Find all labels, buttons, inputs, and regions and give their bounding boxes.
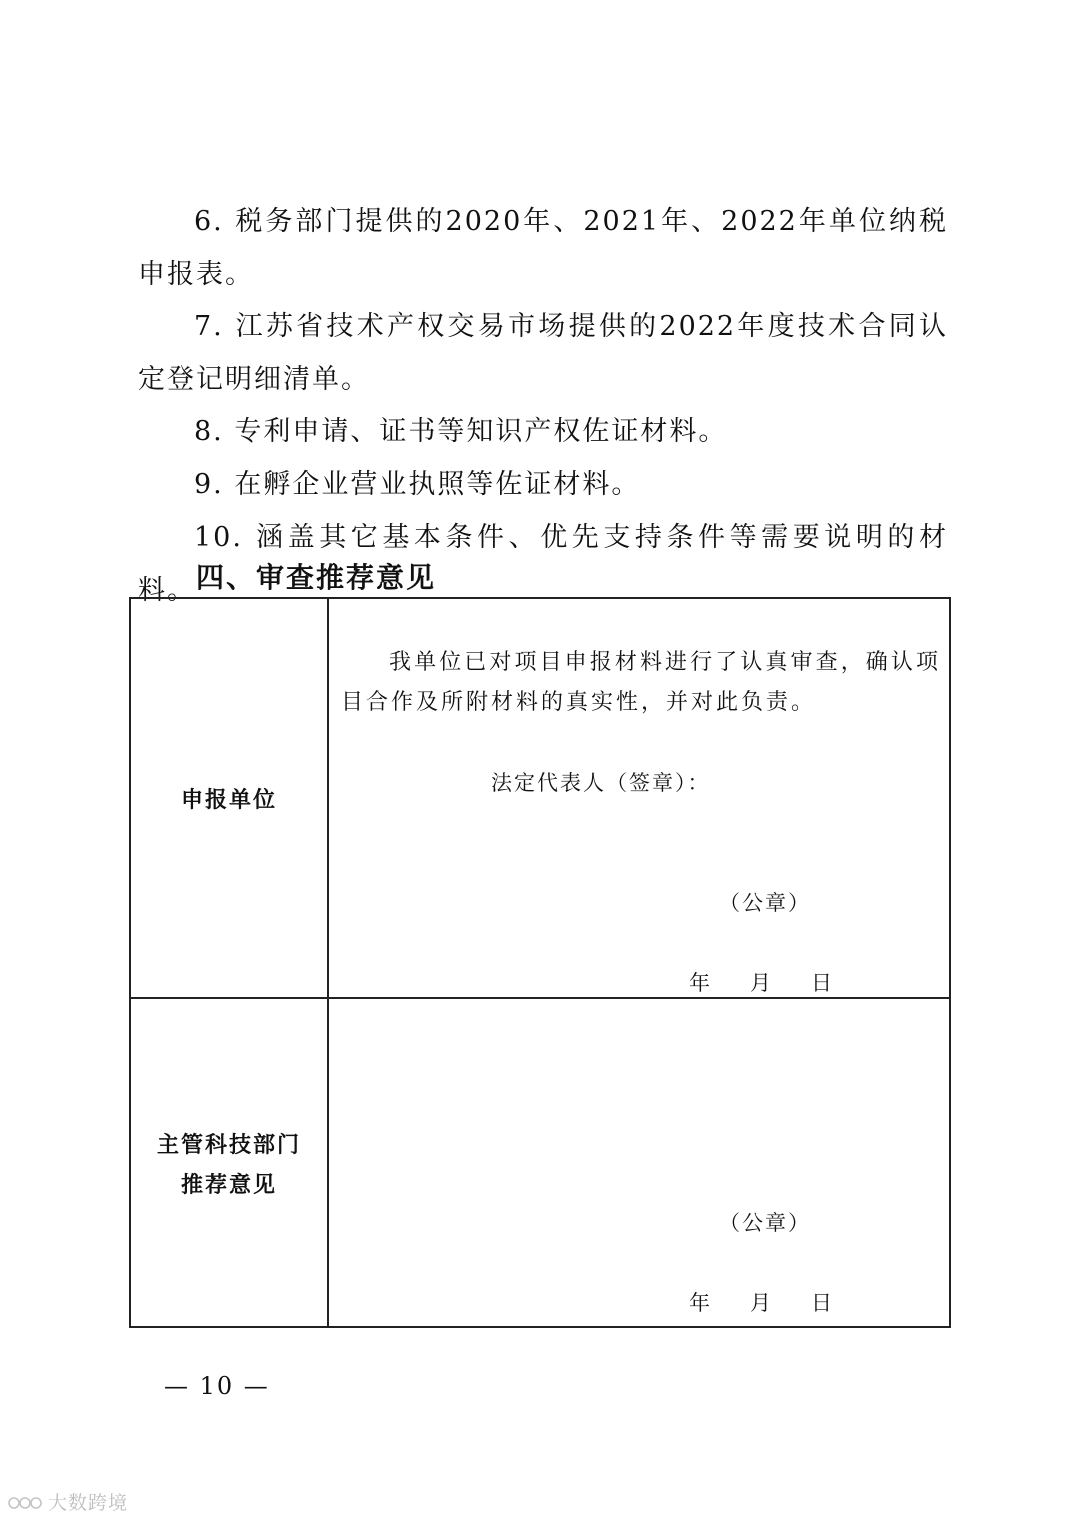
page-number: — 10 — bbox=[164, 1372, 270, 1400]
list-item-8: 8. 专利申请、证书等知识产权佐证材料。 bbox=[194, 416, 728, 447]
legal-representative-signature: 法定代表人（签章）： bbox=[491, 771, 711, 795]
official-seal-label: （公章） bbox=[719, 1211, 811, 1235]
column-divider bbox=[327, 599, 329, 1326]
watermark bbox=[8, 1488, 128, 1515]
year-label: 年 bbox=[689, 971, 712, 995]
list-item-6: 6. 税务部门提供的2020年、2021年、2022年单位纳税申报表。 bbox=[138, 206, 948, 290]
applicant-statement: 我单位已对项目申报材料进行了认真审查，确认项目合作及所附材料的真实性，并对此负责。 bbox=[341, 650, 941, 715]
day-label: 日 bbox=[811, 1291, 834, 1315]
month-label: 月 bbox=[750, 1291, 773, 1315]
list-item-10: 10. 涵盖其它基本条件、优先支持条件等需要说明的材料。 bbox=[138, 522, 948, 606]
year-label: 年 bbox=[689, 1291, 712, 1315]
date-line bbox=[689, 967, 872, 997]
recommending-dept-label-line2: 推荐意见 bbox=[180, 1173, 277, 1198]
applicant-unit-label: 申报单位 bbox=[180, 788, 277, 813]
watermark-logo-icon bbox=[8, 1495, 44, 1511]
row-divider bbox=[131, 997, 949, 999]
day-label: 日 bbox=[811, 971, 834, 995]
official-seal-label: （公章） bbox=[719, 891, 811, 915]
list-item-9: 9. 在孵企业营业执照等佐证材料。 bbox=[194, 469, 641, 500]
section-heading: 四、审查推荐意见 bbox=[196, 561, 437, 594]
watermark-text: 大数跨境 bbox=[48, 1492, 129, 1514]
list-item-7: 7. 江苏省技术产权交易市场提供的2022年度技术合同认定登记明细清单。 bbox=[138, 311, 948, 395]
review-table bbox=[129, 597, 951, 1328]
date-line bbox=[689, 1287, 872, 1317]
month-label: 月 bbox=[750, 971, 773, 995]
recommending-dept-label-line1: 主管科技部门 bbox=[156, 1133, 301, 1158]
